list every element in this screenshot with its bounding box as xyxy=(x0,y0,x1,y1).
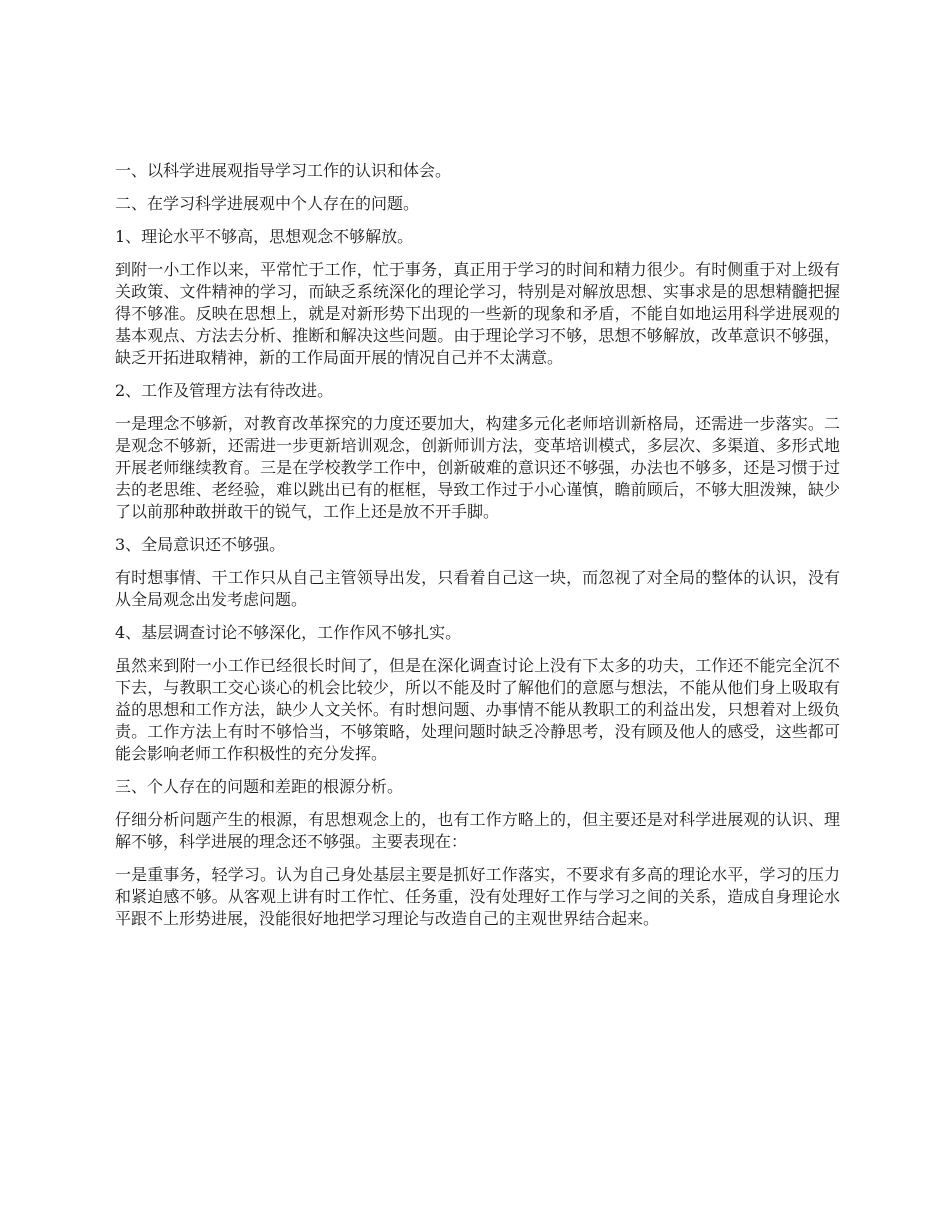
body-paragraph-2: 一是理念不够新，对教育改革探究的力度还要加大，构建多元化老师培训新格局，还需进一步落实。二是观念不够新，还需进一步更新培训观念，创新师训方法，变革培训模式，多层次、多渠道、多形式地开展老师继续教育。三是在学校教学工作中，创新破难的意识还不够强，办法也不够多，还是习惯于过去的老思维、老经验，难以跳出已有的框框，导致工作过于小心谨慎，瞻前顾后，不够大胆泼辣，缺少了以前那种敢拼敢干的锐气，工作上还是放不开手脚。 xyxy=(115,414,840,521)
body-paragraph-1: 到附一小工作以来，平常忙于工作，忙于事务，真正用于学习的时间和精力很少。有时侧重于对上级有关政策、文件精神的学习，而缺乏系统深化的理论学习，特别是对解放思想、实事求是的思想精髓把握得不够准。反映在思想上，就是对新形势下出现的一些新的现象和矛盾，不能自如地运用科学进展观的基本观点、方法去分析、推断和解决这些问题。由于理论学习不够，思想不够解放，改革意识不够强，缺乏开拓进取精神，新的工作局面开展的情况自己并不太满意。 xyxy=(115,260,840,367)
subheading-2: 2、工作及管理方法有待改进。 xyxy=(115,381,334,400)
subheading-3: 3、全局意识还不够强。 xyxy=(115,535,286,554)
body-paragraph-6: 一是重事务，轻学习。认为自己身处基层主要是抓好工作落实，不要求有多高的理论水平，学习的压力和紧迫感不够。从客观上讲有时工作忙、任务重，没有处理好工作与学习之间的关系，造成自身理论水平跟不上形势进展，没能很好地把学习理论与改造自己的主观世界结合起来。 xyxy=(115,865,840,928)
subheading-1: 1、理论水平不够高，思想观念不够解放。 xyxy=(115,227,414,246)
body-paragraph-5: 仔细分析问题产生的根源，有思想观念上的，也有工作方略上的，但主要还是对科学进展观的认识、理解不够，科学进展的理念还不够强。主要表现在： xyxy=(115,810,840,851)
body-paragraph-4: 虽然来到附一小工作已经很长时间了，但是在深化调查讨论上没有下太多的功夫，工作还不能完全沉不下去，与教职工交心谈心的机会比较少，所以不能及时了解他们的意愿与想法，不能从他们身上吸取有益的思想和工作方法，缺少人文关怀。有时想问题、办事情不能从教职工的利益出发，只想着对上级负责。工作方法上有时不够恰当，不够策略，处理问题时缺乏冷静思考，没有顾及他人的感受，这些都可能会影响老师工作积极性的充分发挥。 xyxy=(115,656,840,763)
subheading-4: 4、基层调查讨论不够深化，工作作风不够扎实。 xyxy=(115,623,462,642)
section-heading-1: 一、以科学进展观指导学习工作的认识和体会。 xyxy=(115,161,452,180)
document-page xyxy=(115,160,840,941)
body-paragraph-3: 有时想事情、干工作只从自己主管领导出发，只看着自己这一块，而忽视了对全局的整体的认识，没有从全局观念出发考虑问题。 xyxy=(115,568,840,609)
section-heading-2: 二、在学习科学进展观中个人存在的问题。 xyxy=(115,194,420,213)
section-heading-3: 三、个人存在的问题和差距的根源分析。 xyxy=(115,777,404,796)
